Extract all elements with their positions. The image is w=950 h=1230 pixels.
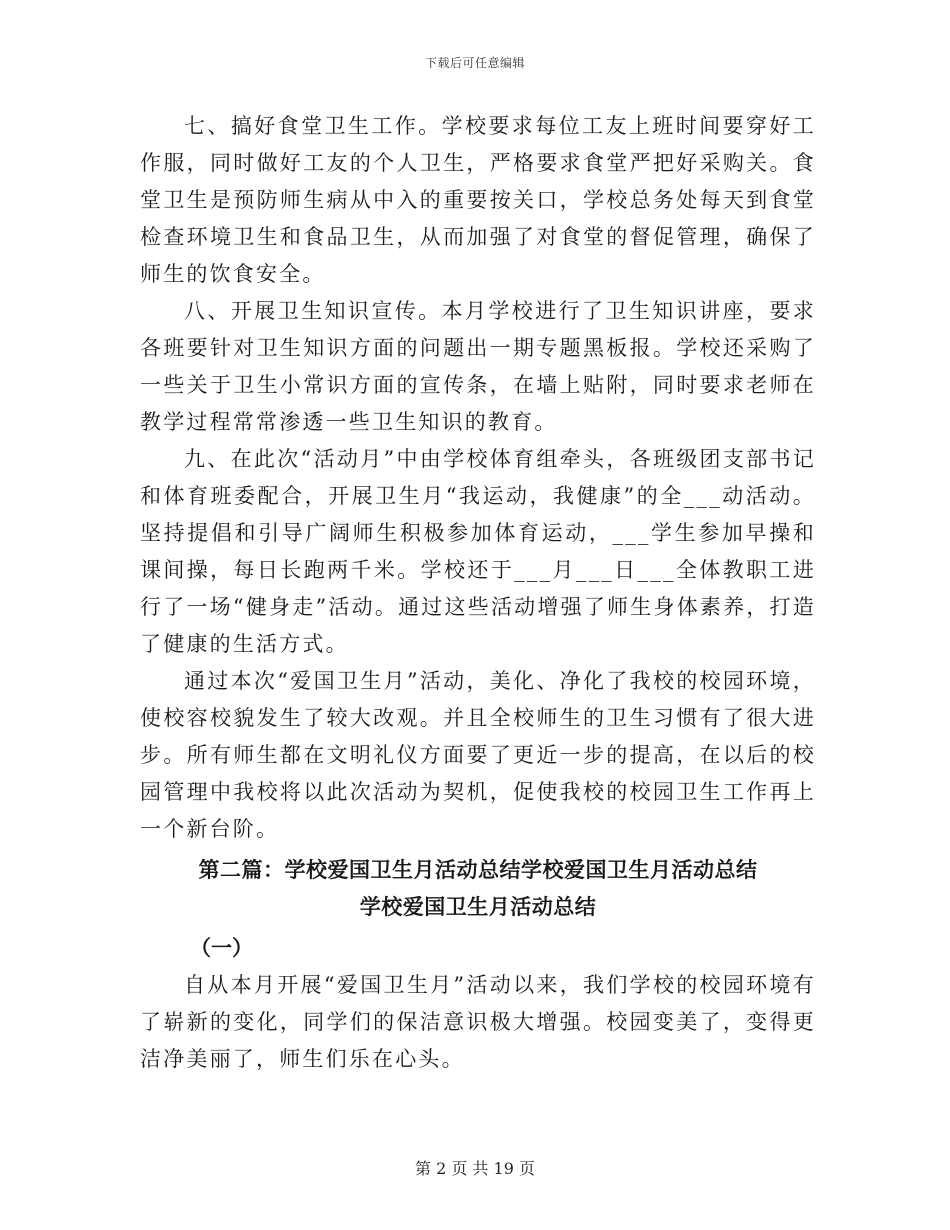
document-body <box>140 108 816 1078</box>
section-title-line-1: 第二篇：学校爱国卫生月活动总结学校爱国卫生月活动总结 <box>198 858 758 882</box>
page-number: 第 2 页 共 19 页 <box>415 1159 535 1178</box>
page-header: 下载后可任意编辑 <box>424 56 525 70</box>
paragraph-section-intro: 自从本月开展“爱国卫生月”活动以来，我们学校的校园环境有了崭新的变化，同学们的保洁意识极大增强。校园变美了，变得更洁净美丽了，师生们乐在心头。 <box>140 973 816 1071</box>
paragraph-summary: 通过本次“爱国卫生月”活动，美化、净化了我校的校园环境，使校容校貌发生了较大改观。并且全校师生的卫生习惯有了很大进步。所有师生都在文明礼仪方面要了更近一步的提高，在以后的校园管理中我校将以此次活动为契机，促使我校的校园卫生工作再上一个新台阶。 <box>140 669 816 841</box>
paragraph-hygiene-knowledge: 八、开展卫生知识宣传。本月学校进行了卫生知识讲座，要求各班要针对卫生知识方面的问题出一期专题黑板报。学校还采购了一些关于卫生小常识方面的宣传条，在墙上贴附，同时要求老师在教学过程常常渗透一些卫生知识的教育。 <box>140 299 816 434</box>
section-title-line-2: 学校爱国卫生月活动总结 <box>359 895 597 919</box>
paragraph-canteen-hygiene: 七、搞好食堂卫生工作。学校要求每位工友上班时间要穿好工作服，同时做好工友的个人卫生，严格要求食堂严把好采购关。食堂卫生是预防师生病从中入的重要按关口，学校总务处每天到食堂检查环境卫生和食品卫生，从而加强了对食堂的督促管理，确保了师生的饮食安全。 <box>140 114 816 286</box>
paragraph-sports-activity: 九、在此次“活动月”中由学校体育组牵头，各班级团支部书记和体育班委配合，开展卫生月“我运动，我健康”的全___动活动。坚持提倡和引导广阔师生积极参加体育运动，___学生参加早操和课间操，每日长跑两千米。学校还于___月___日___全体教职工进行了一场“健身走”活动。通过这些活动增强了师生身体素养，打造了健康的生活方式。 <box>140 447 816 656</box>
section-subtitle: （一） <box>190 936 253 960</box>
